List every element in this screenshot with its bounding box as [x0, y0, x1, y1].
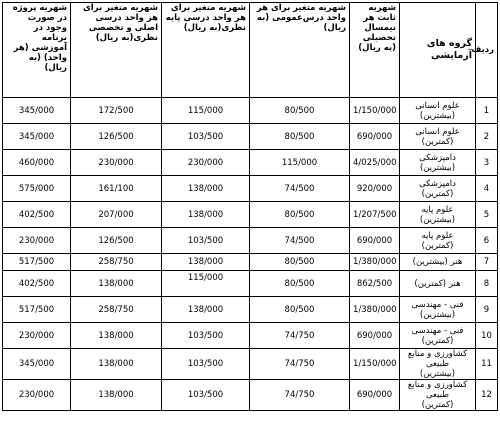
general-unit-cell: 74/500: [250, 228, 350, 254]
header-project-fee: شهریه پروژه در صورت وجود در برنامه آموزشی (هر واحد) (به ریال): [3, 3, 71, 98]
group-cell: [400, 176, 476, 202]
project-fee-cell: 460/000: [3, 150, 71, 176]
group-name: علوم انسانی: [415, 100, 460, 111]
main-unit-cell: 207/000: [71, 202, 162, 228]
general-unit-cell: 80/500: [250, 297, 350, 323]
row-number: 7: [476, 254, 498, 271]
group-cell: [400, 98, 476, 124]
group-qualifier: (بیشترین): [419, 369, 456, 379]
group-qualifier: (کمترین): [421, 136, 454, 147]
group-cell: [400, 380, 476, 411]
fixed-fee-cell: 1/380/000: [350, 297, 400, 323]
group-name: فنی - مهندسی: [411, 325, 464, 336]
group-name: علوم پایه: [421, 230, 454, 241]
main-unit-cell: 138/000: [71, 349, 162, 380]
basic-unit-cell: 138/000: [162, 202, 250, 228]
group-qualifier: (بیشترین): [419, 214, 456, 225]
main-unit-cell: 138/000: [71, 271, 162, 297]
tuition-fee-table: [2, 2, 498, 411]
group-name: علوم انسانی: [415, 126, 460, 137]
table-row: [3, 176, 498, 202]
table-row: [3, 271, 498, 297]
general-unit-cell: 80/500: [250, 271, 350, 297]
header-row: [3, 3, 498, 98]
main-unit-cell: 126/500: [71, 228, 162, 254]
row-number: 5: [476, 202, 498, 228]
header-basic-unit-fee: شهریه متغیر برای هر واحد درسی پایه نظری(به ریال): [162, 3, 250, 98]
general-unit-cell: 74/750: [250, 349, 350, 380]
general-unit-cell: 80/500: [250, 202, 350, 228]
basic-unit-cell: 103/500: [162, 124, 250, 150]
project-fee-cell: 517/500: [3, 254, 71, 271]
project-fee-cell: 230/000: [3, 228, 71, 254]
group-name: دامپزشکی: [419, 152, 456, 163]
header-main-unit-fee: شهریه متغیر برای هر واحد درسی اصلی و تخصصی نظری(به ریال): [71, 3, 162, 98]
group-qualifier: (بیشترین): [419, 162, 456, 173]
group-cell: [400, 323, 476, 349]
group-qualifier: (کمترین): [421, 335, 454, 346]
basic-unit-cell: 115/000: [162, 271, 250, 297]
main-unit-cell: 138/000: [71, 323, 162, 349]
project-fee-cell: 230/000: [3, 323, 71, 349]
group-name: هنر: [450, 257, 463, 267]
row-number: 12: [476, 380, 498, 411]
basic-unit-cell: 103/500: [162, 380, 250, 411]
main-unit-cell: 258/750: [71, 297, 162, 323]
fixed-fee-cell: 690/000: [350, 323, 400, 349]
project-fee-cell: 402/500: [3, 271, 71, 297]
table-row: [3, 297, 498, 323]
project-fee-cell: 230/000: [3, 380, 71, 411]
table-row: [3, 98, 498, 124]
group-qualifier: (بیشترین): [412, 257, 448, 267]
group-qualifier: (بیشترین): [419, 309, 456, 320]
project-fee-cell: 402/500: [3, 202, 71, 228]
group-name: هنر: [448, 278, 461, 289]
basic-unit-cell: 230/000: [162, 150, 250, 176]
table-row: [3, 254, 498, 271]
fixed-fee-cell: 862/500: [350, 271, 400, 297]
table-row: [3, 323, 498, 349]
project-fee-cell: 345/000: [3, 98, 71, 124]
header-row-number: ردیف: [476, 3, 498, 98]
group-qualifier: (کمترین): [421, 188, 454, 199]
project-fee-cell: 345/000: [3, 349, 71, 380]
general-unit-cell: 74/750: [250, 323, 350, 349]
general-unit-cell: 80/500: [250, 124, 350, 150]
project-fee-cell: 345/000: [3, 124, 71, 150]
group-name: علوم پایه: [421, 204, 454, 215]
group-qualifier: (کمترین): [414, 278, 447, 289]
row-number: 8: [476, 271, 498, 297]
table-row: [3, 150, 498, 176]
row-number: 4: [476, 176, 498, 202]
basic-unit-cell: 138/000: [162, 297, 250, 323]
fixed-fee-cell: 1/380/000: [350, 254, 400, 271]
fixed-fee-cell: 4/025/000: [350, 150, 400, 176]
fixed-fee-cell: 1/150/000: [350, 98, 400, 124]
fixed-fee-cell: 1/150/000: [350, 349, 400, 380]
group-cell: [400, 254, 476, 271]
group-cell: [400, 297, 476, 323]
group-name: دامپزشکی: [419, 178, 456, 189]
table-row: [3, 124, 498, 150]
main-unit-cell: 230/000: [71, 150, 162, 176]
basic-unit-cell: 138/000: [162, 254, 250, 271]
group-name: فنی - مهندسی: [411, 299, 464, 310]
main-unit-cell: 126/500: [71, 124, 162, 150]
row-number: 1: [476, 98, 498, 124]
group-cell: [400, 150, 476, 176]
row-number: 11: [476, 349, 498, 380]
basic-unit-cell: 103/500: [162, 349, 250, 380]
group-qualifier: (کمترین): [421, 400, 454, 410]
table-row: [3, 202, 498, 228]
table-row: [3, 228, 498, 254]
main-unit-cell: 138/000: [71, 380, 162, 411]
fixed-fee-cell: 690/000: [350, 228, 400, 254]
general-unit-cell: 80/500: [250, 98, 350, 124]
group-cell: [400, 124, 476, 150]
fixed-fee-cell: 690/000: [350, 380, 400, 411]
table-row: [3, 380, 498, 411]
main-unit-cell: 161/100: [71, 176, 162, 202]
general-unit-cell: 74/750: [250, 380, 350, 411]
general-unit-cell: 115/000: [250, 150, 350, 176]
basic-unit-cell: 138/000: [162, 176, 250, 202]
fixed-fee-cell: 690/000: [350, 124, 400, 150]
table-row: [3, 349, 498, 380]
fixed-fee-cell: 1/207/500: [350, 202, 400, 228]
row-number: 2: [476, 124, 498, 150]
header-group: گروه های آزمایشی: [400, 3, 476, 98]
row-number: 6: [476, 228, 498, 254]
main-unit-cell: 258/750: [71, 254, 162, 271]
basic-unit-cell: 103/500: [162, 323, 250, 349]
main-unit-cell: 172/500: [71, 98, 162, 124]
group-qualifier: (بیشترین): [419, 110, 456, 121]
group-cell: [400, 349, 476, 380]
group-cell: [400, 228, 476, 254]
row-number: 9: [476, 297, 498, 323]
project-fee-cell: 517/500: [3, 297, 71, 323]
basic-unit-cell: 115/000: [162, 98, 250, 124]
group-cell: [400, 271, 476, 297]
row-number: 3: [476, 150, 498, 176]
group-cell: [400, 202, 476, 228]
fixed-fee-cell: 920/000: [350, 176, 400, 202]
general-unit-cell: 80/500: [250, 254, 350, 271]
group-qualifier: (کمترین): [421, 240, 454, 251]
group-name: کشاورزی و منابع طبیعی: [407, 349, 468, 369]
header-general-unit-fee: شهریه متغیر برای هر واحد درس‌عمومی (به ریال): [250, 3, 350, 98]
general-unit-cell: 74/500: [250, 176, 350, 202]
basic-unit-cell: 103/500: [162, 228, 250, 254]
group-name: کشاورزی و منابع طبیعی: [407, 380, 468, 400]
row-number: 10: [476, 323, 498, 349]
project-fee-cell: 575/000: [3, 176, 71, 202]
header-fixed-fee: شهریه ثابت هر نیمسال تحصیلی (به ریال): [350, 3, 400, 98]
